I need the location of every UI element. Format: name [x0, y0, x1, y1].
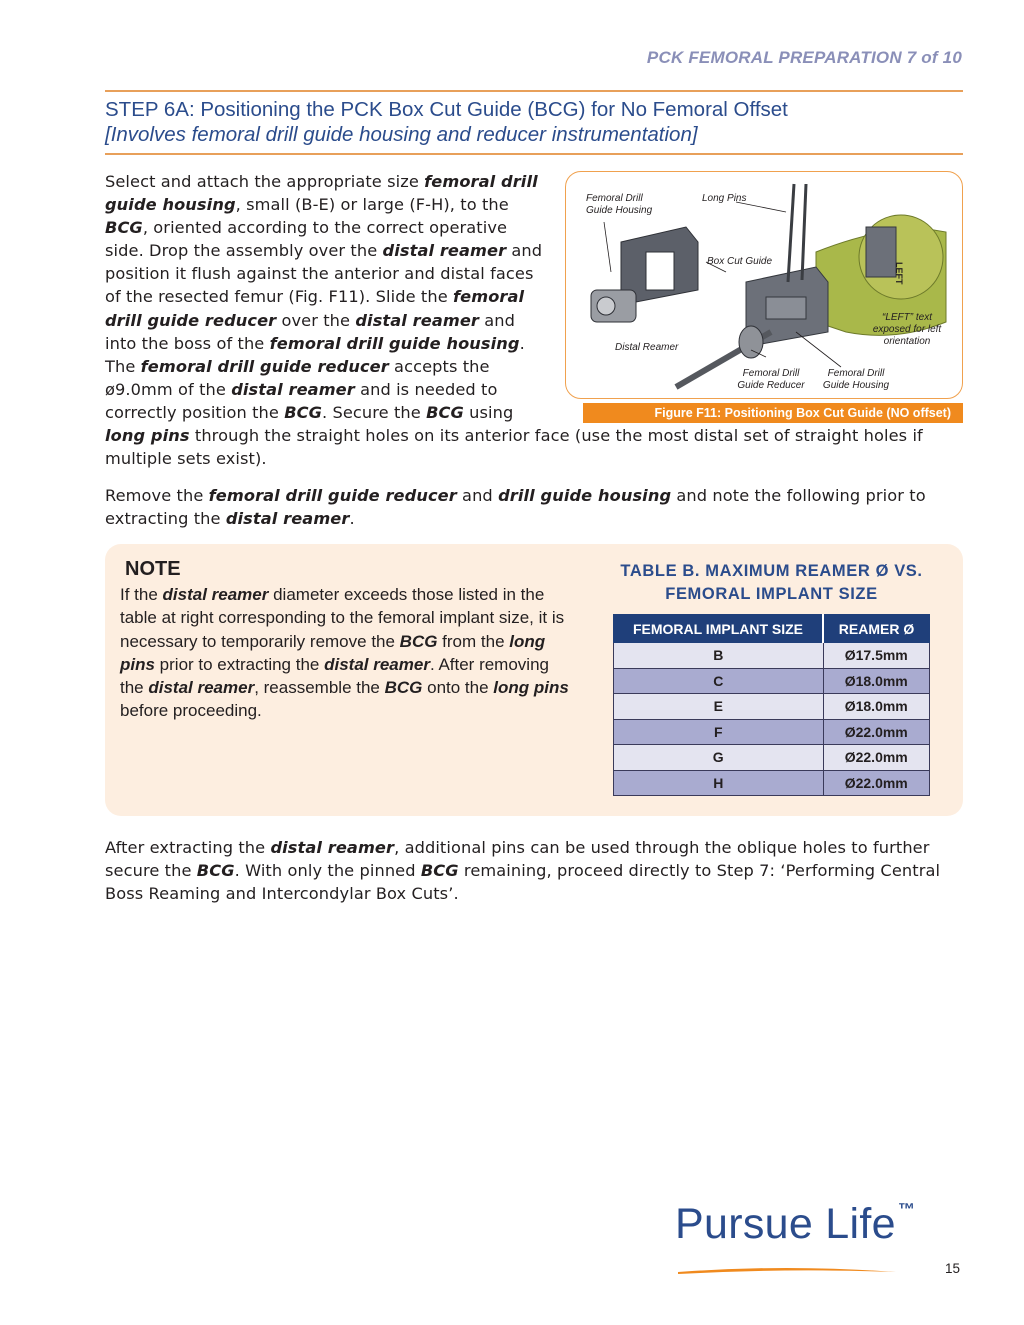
- title-rule: [105, 153, 963, 155]
- pursue-life-logo: Pursue Life: [675, 1200, 896, 1248]
- trademark-symbol: ™: [898, 1200, 915, 1219]
- header-rule: [105, 90, 963, 92]
- emphasized-term: distal reamer: [225, 509, 350, 529]
- header-implant-size: FEMORAL IMPLANT SIZE: [614, 615, 824, 643]
- reamer-cell: Ø22.0mm: [823, 770, 930, 796]
- long-pin-1: [788, 184, 794, 282]
- figure-f11: [565, 171, 963, 422]
- note-title: NOTE: [125, 558, 181, 580]
- size-cell: C: [614, 668, 824, 694]
- step-subtitle: [Involves femoral drill guide housing and reducer instrumentation]: [105, 123, 698, 146]
- emphasized-term: femoral drill guide reducer: [140, 356, 389, 376]
- size-cell: F: [614, 719, 824, 745]
- reamer-cell: Ø18.0mm: [823, 668, 930, 694]
- emphasized-term: distal reamer: [382, 241, 507, 261]
- table-row: [614, 694, 930, 720]
- label-distal-reamer: Distal Reamer: [615, 342, 679, 353]
- emphasized-term: femoral drill guide housing: [269, 333, 520, 353]
- table-title: [600, 560, 943, 606]
- label-reducer: Femoral Drill Guide Reducer: [737, 368, 805, 391]
- left-mark: LEFT: [894, 262, 904, 285]
- size-cell: H: [614, 770, 824, 796]
- table-row: [614, 668, 930, 694]
- callout-line: [604, 222, 611, 272]
- page-number: 15: [945, 1261, 961, 1276]
- emphasized-term: distal reamer: [324, 654, 430, 674]
- guide-face: [766, 297, 806, 319]
- emphasized-term: distal reamer: [355, 310, 479, 330]
- callout-line: [796, 332, 841, 367]
- figure-frame: [565, 171, 963, 399]
- step-title-block: [105, 97, 965, 147]
- reamer-cell: Ø17.5mm: [823, 643, 930, 669]
- logo-swoosh: [676, 1262, 898, 1276]
- emphasized-term: distal reamer: [148, 678, 255, 698]
- reamer-head: [739, 326, 763, 358]
- reamer-cell: Ø22.0mm: [823, 719, 930, 745]
- table-title-line-1: TABLE B. MAXIMUM REAMER Ø VS.: [620, 562, 923, 580]
- emphasized-term: distal reamer: [270, 838, 395, 857]
- emphasized-term: BCG: [399, 631, 438, 651]
- emphasized-term: femoral drill guide reducer: [208, 486, 457, 505]
- table-row: [614, 770, 930, 796]
- emphasized-term: distal reamer: [162, 585, 269, 604]
- reamer-cell: Ø18.0mm: [823, 694, 930, 720]
- emphasized-term: BCG: [420, 861, 459, 881]
- emphasized-term: BCG: [105, 218, 143, 238]
- size-cell: E: [614, 694, 824, 720]
- emphasized-term: femoral drill guide housing: [105, 172, 538, 215]
- emphasized-term: long pins: [493, 678, 569, 698]
- emphasized-term: BCG: [196, 861, 235, 881]
- housing-opening: [646, 252, 674, 290]
- running-header: PCK FEMORAL PREPARATION 7 of 10: [646, 48, 962, 67]
- header-reamer-diameter: REAMER Ø: [823, 615, 930, 643]
- table-row: [614, 719, 930, 745]
- step-title: STEP 6A: Positioning the PCK Box Cut Guide (BCG) for No Femoral Offset: [105, 98, 788, 121]
- rich-text: Remove the femoral drill guide reducer and drill guide housing and note the following prior to extracting the distal reamer.: [105, 486, 926, 529]
- emphasized-term: long pins: [120, 631, 546, 674]
- table-row: [614, 643, 930, 669]
- reamer-table: [613, 614, 930, 796]
- rich-text: Select and attach the appropriate size femoral drill guide housing, small (B-E) or large (F-H), to the BCG, oriented according to the correct operative side. Drop the assembly over the distal reamer and position it flush against the anterior and distal faces of the resected femur (Fig. F11). Slide the femoral drill guide reducer over the distal reamer and into the boss of the femoral drill guide housing. The femoral drill guide reducer accepts the ø9.0mm of the distal reamer and is needed to correctly position the BCG. Secure the BCG using long pins through the straight holes on its anterior face (use the most distal set of straight holes if multiple sets exist).: [105, 172, 923, 469]
- swoosh-path: [678, 1268, 896, 1274]
- size-cell: B: [614, 643, 824, 669]
- emphasized-term: long pins: [105, 426, 190, 446]
- emphasized-term: BCG: [384, 678, 423, 698]
- label-box-cut-guide: Box Cut Guide: [707, 256, 773, 267]
- table-row: [614, 745, 930, 771]
- instruction-paragraph-3: [105, 836, 955, 905]
- label-housing-top: Femoral Drill Guide Housing: [586, 193, 653, 216]
- instruction-paragraph-2: [105, 484, 955, 530]
- figure-caption: Figure F11: Positioning Box Cut Guide (NO offset): [583, 403, 963, 423]
- label-long-pins: Long Pins: [702, 193, 747, 204]
- table-title-line-2: FEMORAL IMPLANT SIZE: [665, 585, 878, 603]
- table-header-row: [614, 615, 930, 643]
- emphasized-term: BCG: [284, 402, 322, 422]
- reducer-bore: [597, 297, 615, 315]
- inset-guide: [866, 227, 896, 277]
- emphasized-term: BCG: [426, 402, 464, 422]
- label-housing-bottom: Femoral Drill Guide Housing: [822, 368, 890, 391]
- size-cell: G: [614, 745, 824, 771]
- rich-text: After extracting the distal reamer, additional pins can be used through the oblique holes to further secure the BCG. With only the pinned BCG remaining, proceed directly to Step 7: ‘Performing Central Boss Reaming and Intercondylar Box Cuts’.: [105, 838, 941, 904]
- note-text: [120, 583, 575, 723]
- emphasized-term: distal reamer: [231, 379, 355, 399]
- reamer-cell: Ø22.0mm: [823, 745, 930, 771]
- emphasized-term: drill guide housing: [498, 486, 672, 505]
- long-pin-2: [802, 184, 806, 280]
- emphasized-term: femoral drill guide reducer: [105, 287, 525, 330]
- rich-text: If the distal reamer diameter exceeds those listed in the table at right corresponding to the femoral implant size, it is necessary to temporarily remove the BCG from the long pins prior to extracting the distal reamer. After removing the distal reamer, reassemble the BCG onto the long pins before proceeding.: [120, 585, 569, 721]
- label-left-text: “LEFT” text exposed for left orientation: [872, 312, 942, 347]
